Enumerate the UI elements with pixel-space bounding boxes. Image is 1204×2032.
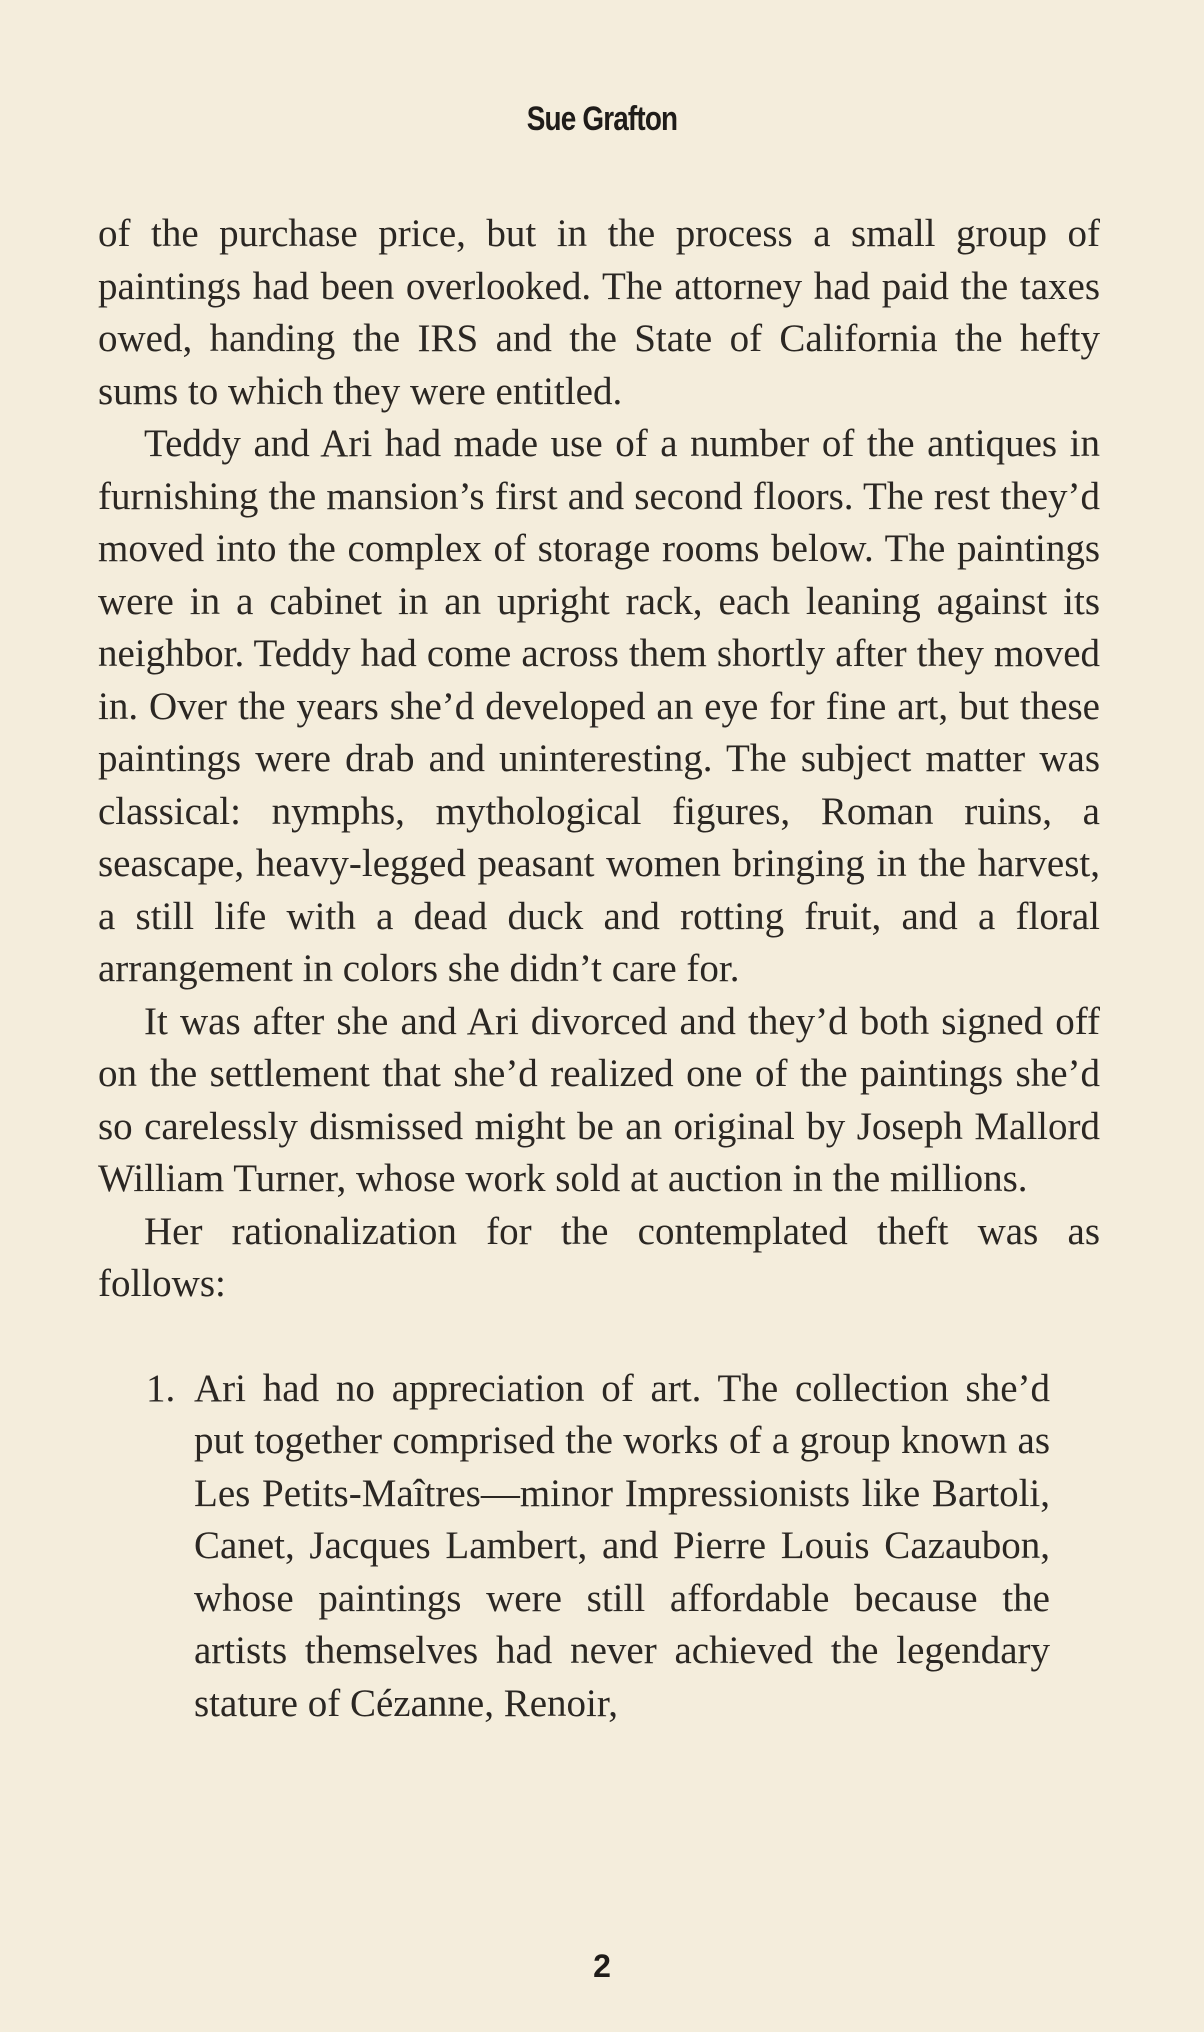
running-head-author: Sue Grafton xyxy=(526,100,678,138)
list-item xyxy=(98,1363,1100,1731)
list-item-text: Ari had no appreciation of art. The collection she’d put together comprised the works of a group known as Les Petits-Maîtres—minor Impressionists like Bartoli, Canet, Jacques Lambert, and Pierre Louis Cazaubon, whose paintings were still affordable because the artists themselves had never achieved the legendary stature of Cézanne, Renoir, xyxy=(194,1366,1050,1725)
page-number: 2 xyxy=(593,1948,611,1984)
paragraph-storage-rooms: Teddy and Ari had made use of a number of the antiques in furnishing the mansion’s first and second floors. The rest they’d moved into the complex of storage rooms below. The paintings were in a cabinet in an upright rack, each leaning against its neighbor. Teddy had come across them shortly after they moved in. Over the years she’d developed an eye for fine art, but these paintings were drab and uninteresting. The subject matter was classical: nymphs, mythological figures, Roman ruins, a seascape, heavy-legged peasant women bringing in the harvest, a still life with a dead duck and rotting fruit, and a floral arrangement in colors she didn’t care for. xyxy=(98,422,1100,990)
paragraph-rationalization: Her rationalization for the contemplated theft was as follows: xyxy=(98,1209,1100,1305)
paragraph-divorce: It was after she and Ari divorced and they’d both signed off on the settlement that she’d realized one of the paintings she’d so carelessly dismissed might be an original by Joseph Mallord William Turner, whose work sold at auction in the millions. xyxy=(98,999,1100,1200)
paragraph-continued: of the purchase price, but in the process a small group of paintings had been overlooked. The attorney had paid the taxes owed, handing the IRS and the State of California the hefty sums to which they were entitled. xyxy=(98,212,1100,413)
list-item-number: 1. xyxy=(146,1366,176,1410)
numbered-list xyxy=(98,1363,1100,1731)
body-text xyxy=(98,208,1100,1730)
